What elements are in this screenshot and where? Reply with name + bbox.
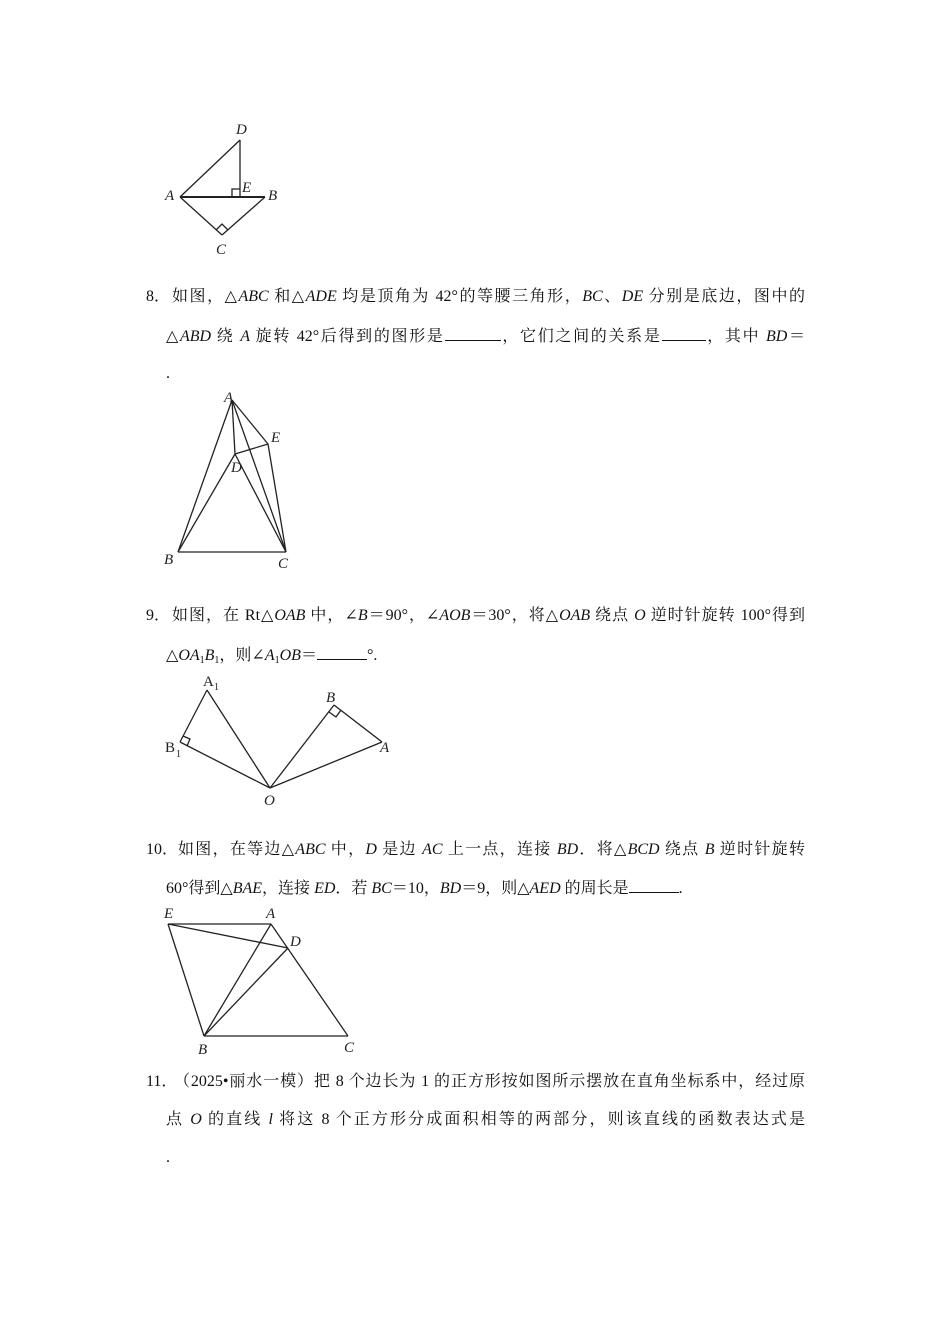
- question-11-line-3: .: [166, 1149, 170, 1166]
- label-c: C: [278, 556, 289, 572]
- label-b: B: [326, 690, 336, 706]
- label-a: A: [380, 740, 390, 756]
- answer-blank[interactable]: [629, 878, 679, 893]
- question-8-line-3: .: [166, 365, 170, 382]
- label-b1: B: [165, 740, 176, 756]
- label-e: E: [242, 180, 252, 196]
- question-number-8: 8．: [146, 288, 171, 305]
- question-11-line-2: 点 O 的直线 l 将这 8 个正方形分成面积相等的两部分，则该直线的函数表达式是: [166, 1111, 805, 1128]
- figure-q7: [160, 120, 290, 270]
- label-d: D: [236, 122, 247, 138]
- question-9-line-1: 如图，在 Rt△OAB 中，∠B＝90°，∠AOB＝30°，将△OAB 绕点 O 逆时针旋转 100°得到: [172, 607, 805, 624]
- figure-q10: [160, 902, 370, 1062]
- question-number-10: 10．: [146, 841, 179, 858]
- label-e: E: [164, 906, 174, 922]
- label-a: A: [165, 188, 175, 204]
- label-b: B: [164, 552, 174, 568]
- label-a1-subscript: 1: [214, 682, 219, 693]
- label-o: O: [264, 793, 275, 809]
- answer-blank[interactable]: [662, 326, 706, 341]
- question-9-line-2: $\triangle OA_1B_1$，则$\angle A_1OB=$ °.: [166, 647, 378, 666]
- figure-q8: [160, 388, 300, 573]
- question-10-line-1: 如图，在等边△ABC 中，D 是边 AC 上一点，连接 BD．将△BCD 绕点 B 逆时针旋转: [178, 841, 805, 858]
- label-c: C: [216, 242, 227, 258]
- question-8-line-2: △ABD 绕 A 旋转 42°后得到的图形是 ，它们之间的关系是 ，其中 BD＝: [166, 328, 805, 345]
- question-number-11: 11．: [146, 1073, 178, 1090]
- answer-blank[interactable]: [445, 326, 501, 341]
- label-b1-subscript: 1: [176, 749, 181, 760]
- label-d: D: [231, 460, 242, 476]
- question-number-9: 9．: [146, 607, 171, 624]
- figure-q9: [160, 672, 400, 812]
- label-b: B: [268, 188, 278, 204]
- label-c: C: [344, 1040, 355, 1056]
- question-11-line-1: （2025•丽水一模）把 8 个边长为 1 的正方形按如图所示摆放在直角坐标系中，经过原: [174, 1073, 805, 1090]
- label-e: E: [271, 430, 281, 446]
- label-d: D: [290, 934, 301, 950]
- label-a: A: [266, 906, 276, 922]
- question-8-line-1: 如图，△ABC 和△ADE 均是顶角为 42°的等腰三角形，BC、DE 分别是底边，图中的: [172, 288, 805, 305]
- label-a1: A: [203, 674, 214, 690]
- label-a: A: [224, 390, 234, 406]
- question-10-line-2: 60°得到△BAE，连接 ED．若 BC＝10，BD＝9，则△AED 的周长是 .: [166, 880, 683, 897]
- label-b: B: [198, 1042, 208, 1058]
- answer-blank[interactable]: [317, 645, 367, 660]
